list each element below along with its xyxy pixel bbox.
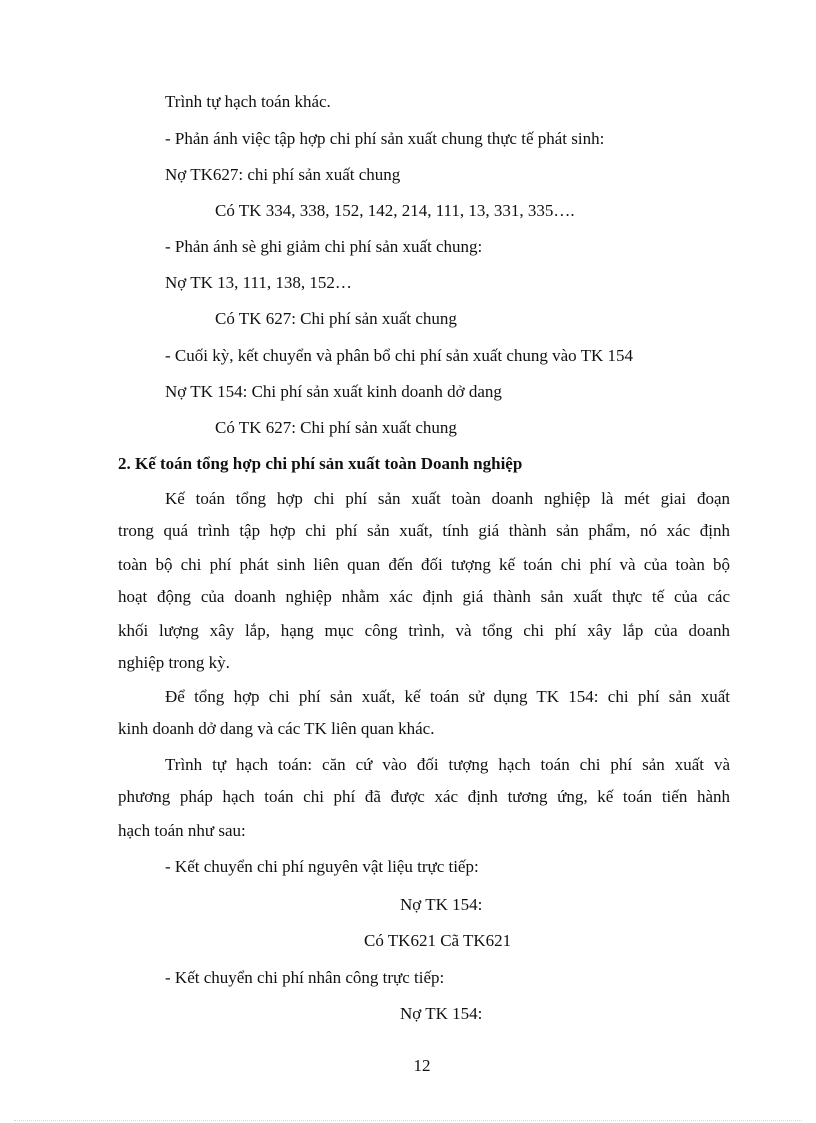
paragraph-line: nghiệp trong kỳ. (118, 653, 230, 672)
text-line: - Cuối kỳ, kết chuyển và phân bổ chi phí sản xuất chung vào TK 154 (165, 346, 634, 365)
paragraph-line: hoạt động của doanh nghiệp nhằm xác định giá thành sản xuất thực tế của các (118, 587, 730, 606)
section-heading: 2. Kế toán tổng hợp chi phí sản xuất toàn Doanh nghiệp (118, 454, 523, 473)
paragraph-line: kinh doanh dở dang và các TK liên quan khác. (118, 719, 435, 738)
text-line: - Kết chuyển chi phí nguyên vật liệu trực tiếp: (165, 857, 479, 876)
text-line: Có TK 334, 338, 152, 142, 214, 111, 13, 331, 335…. (215, 201, 575, 220)
paragraph-line: hạch toán như sau: (118, 821, 246, 840)
page-bottom-divider (14, 1120, 802, 1121)
text-line: Nợ TK627: chi phí sản xuất chung (165, 165, 401, 184)
text-line: Nợ TK 154: Chi phí sản xuất kinh doanh dở dang (165, 382, 502, 401)
text-line: - Phản ánh việc tập hợp chi phí sản xuất chung thực tế phát sinh: (165, 129, 605, 148)
text-line: Có TK 627: Chi phí sản xuất chung (215, 418, 457, 437)
text-line: - Kết chuyển chi phí nhân công trực tiếp: (165, 968, 445, 987)
paragraph-line: Trình tự hạch toán: căn cứ vào đối tượng hạch toán chi phí sản xuất và (165, 755, 730, 774)
paragraph-line: trong quá trình tập hợp chi phí sản xuất, tính giá thành sản phẩm, nó xác định (118, 521, 730, 540)
text-line: Nợ TK 13, 111, 138, 152… (165, 273, 352, 292)
text-line: Có TK621 Cã TK621 (364, 931, 512, 950)
text-line: Nợ TK 154: (400, 1004, 483, 1023)
text-line: Trình tự hạch toán khác. (165, 92, 331, 111)
paragraph-line: khối lượng xây lắp, hạng mục công trình, và tổng chi phí xây lắp của doanh (118, 621, 730, 640)
text-line: Nợ TK 154: (400, 895, 483, 914)
paragraph-line: Để tổng hợp chi phí sản xuất, kế toán sử dụng TK 154: chi phí sản xuất (165, 687, 730, 706)
paragraph-line: toàn bộ chi phí phát sinh liên quan đến đối tượng kế toán chi phí và của toàn bộ (118, 555, 730, 574)
paragraph-line: phương pháp hạch toán chi phí đã được xác định tương ứng, kế toán tiến hành (118, 787, 730, 806)
text-line: - Phản ánh sè ghi giảm chi phí sản xuất chung: (165, 237, 483, 256)
paragraph-line: Kế toán tổng hợp chi phí sản xuất toàn doanh nghiệp là mét giai đoạn (165, 489, 730, 508)
text-line: Có TK 627: Chi phí sản xuất chung (215, 309, 457, 328)
page-number: 12 (413, 1056, 431, 1075)
